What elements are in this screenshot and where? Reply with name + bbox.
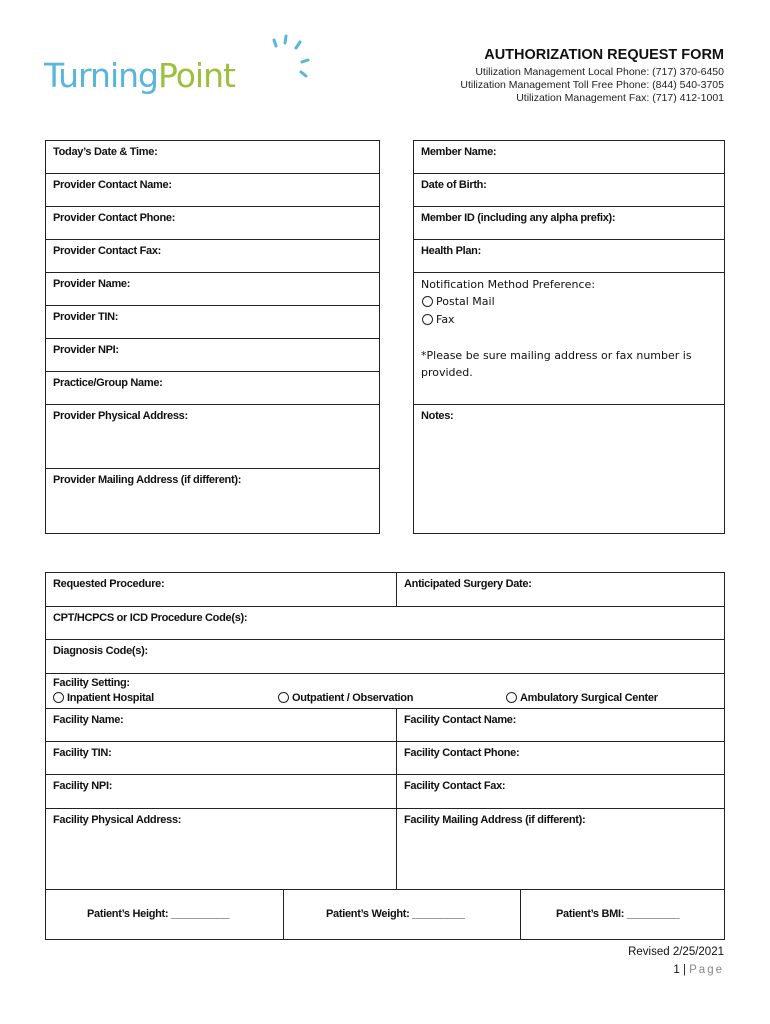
field-label: Diagnosis Code(s): bbox=[53, 645, 148, 657]
field-label: Date of Birth: bbox=[421, 179, 487, 191]
fax-option[interactable]: Fax bbox=[422, 313, 455, 326]
field-patient-weight[interactable] bbox=[283, 889, 521, 940]
address-notice: *Please be sure mailing address or fax number is provided. bbox=[421, 349, 692, 379]
field-label: Provider NPI: bbox=[53, 344, 119, 356]
field-label: Provider Mailing Address (if different): bbox=[53, 474, 242, 486]
radio-icon[interactable] bbox=[278, 692, 289, 703]
field-label: Provider Contact Name: bbox=[53, 179, 172, 191]
field-facility-mailing-address[interactable] bbox=[396, 808, 725, 890]
field-label: CPT/HCPCS or ICD Procedure Code(s): bbox=[53, 612, 248, 624]
field-date-time[interactable] bbox=[45, 140, 380, 174]
field-patient-height[interactable] bbox=[45, 889, 284, 940]
revised-date: Revised 2/25/2021 bbox=[628, 946, 724, 958]
field-label: Provider TIN: bbox=[53, 311, 119, 323]
field-provider-name[interactable] bbox=[45, 272, 380, 306]
field-label: Facility Contact Phone: bbox=[404, 747, 520, 759]
field-provider-contact-phone[interactable] bbox=[45, 206, 380, 240]
field-label: Facility Mailing Address (if different): bbox=[404, 814, 586, 826]
field-label: Patient’s BMI: _________ bbox=[556, 908, 680, 920]
field-facility-physical-address[interactable] bbox=[45, 808, 397, 890]
field-cpt-codes[interactable] bbox=[45, 606, 725, 640]
facility-setting-box bbox=[45, 673, 725, 709]
field-requested-procedure[interactable] bbox=[45, 572, 397, 607]
notification-label: Notification Method Preference: bbox=[421, 278, 596, 291]
radio-icon[interactable] bbox=[506, 692, 517, 703]
radio-icon[interactable] bbox=[422, 296, 433, 307]
field-facility-contact-phone[interactable] bbox=[396, 741, 725, 775]
field-label: Today’s Date & Time: bbox=[53, 146, 158, 158]
field-diagnosis-codes[interactable] bbox=[45, 639, 725, 674]
field-facility-contact-fax[interactable] bbox=[396, 774, 725, 809]
field-health-plan[interactable] bbox=[413, 239, 725, 273]
field-facility-contact-name[interactable] bbox=[396, 708, 725, 742]
field-label: Facility NPI: bbox=[53, 780, 113, 792]
field-label: Member ID (including any alpha prefix): bbox=[421, 212, 616, 224]
field-notes[interactable] bbox=[413, 404, 725, 534]
field-label: Facility TIN: bbox=[53, 747, 112, 759]
field-date-of-birth[interactable] bbox=[413, 173, 725, 207]
local-phone: Utilization Management Local Phone: (717) 370-6450 bbox=[475, 66, 724, 78]
fax-number: Utilization Management Fax: (717) 412-1001 bbox=[516, 92, 724, 104]
radio-icon[interactable] bbox=[422, 314, 433, 325]
field-patient-bmi[interactable] bbox=[520, 889, 725, 940]
field-provider-mailing-address[interactable] bbox=[45, 468, 380, 534]
toll-free-phone: Utilization Management Toll Free Phone: (844) 540-3705 bbox=[460, 79, 724, 91]
field-member-name[interactable] bbox=[413, 140, 725, 174]
turningpoint-logo bbox=[44, 34, 294, 104]
radio-icon[interactable] bbox=[53, 692, 64, 703]
field-provider-physical-address[interactable] bbox=[45, 404, 380, 469]
ambulatory-option[interactable]: Ambulatory Surgical Center bbox=[506, 692, 658, 704]
field-label: Practice/Group Name: bbox=[53, 377, 163, 389]
field-label: Facility Contact Fax: bbox=[404, 780, 506, 792]
field-label: Requested Procedure: bbox=[53, 578, 165, 590]
field-label: Patient’s Height: __________ bbox=[87, 908, 230, 920]
field-label: Provider Name: bbox=[53, 278, 131, 290]
field-label: Anticipated Surgery Date: bbox=[404, 578, 532, 590]
field-facility-tin[interactable] bbox=[45, 741, 397, 775]
field-label: Facility Physical Address: bbox=[53, 814, 182, 826]
inpatient-option[interactable]: Inpatient Hospital bbox=[53, 692, 154, 704]
logo-wordmark: TurningPoint bbox=[44, 56, 235, 95]
field-provider-tin[interactable] bbox=[45, 305, 380, 339]
facility-setting-label: Facility Setting: bbox=[53, 677, 130, 689]
field-label: Facility Contact Name: bbox=[404, 714, 516, 726]
field-provider-contact-fax[interactable] bbox=[45, 239, 380, 273]
field-facility-name[interactable] bbox=[45, 708, 397, 742]
field-label: Facility Name: bbox=[53, 714, 124, 726]
field-surgery-date[interactable] bbox=[396, 572, 725, 607]
notification-method-box bbox=[413, 272, 725, 405]
field-label: Member Name: bbox=[421, 146, 497, 158]
field-label: Health Plan: bbox=[421, 245, 481, 257]
field-provider-npi[interactable] bbox=[45, 338, 380, 372]
field-label: Notes: bbox=[421, 410, 454, 422]
page-number: 1 | Page bbox=[673, 964, 724, 976]
field-label: Provider Physical Address: bbox=[53, 410, 188, 422]
field-practice-group[interactable] bbox=[45, 371, 380, 405]
field-provider-contact-name[interactable] bbox=[45, 173, 380, 207]
field-facility-npi[interactable] bbox=[45, 774, 397, 809]
field-label: Patient’s Weight: _________ bbox=[326, 908, 465, 920]
form-title: AUTHORIZATION REQUEST FORM bbox=[484, 47, 724, 63]
field-label: Provider Contact Phone: bbox=[53, 212, 176, 224]
outpatient-option[interactable]: Outpatient / Observation bbox=[278, 692, 413, 704]
field-member-id[interactable] bbox=[413, 206, 725, 240]
postal-mail-option[interactable]: Postal Mail bbox=[422, 295, 495, 308]
field-label: Provider Contact Fax: bbox=[53, 245, 162, 257]
sun-rays-icon bbox=[264, 34, 314, 84]
